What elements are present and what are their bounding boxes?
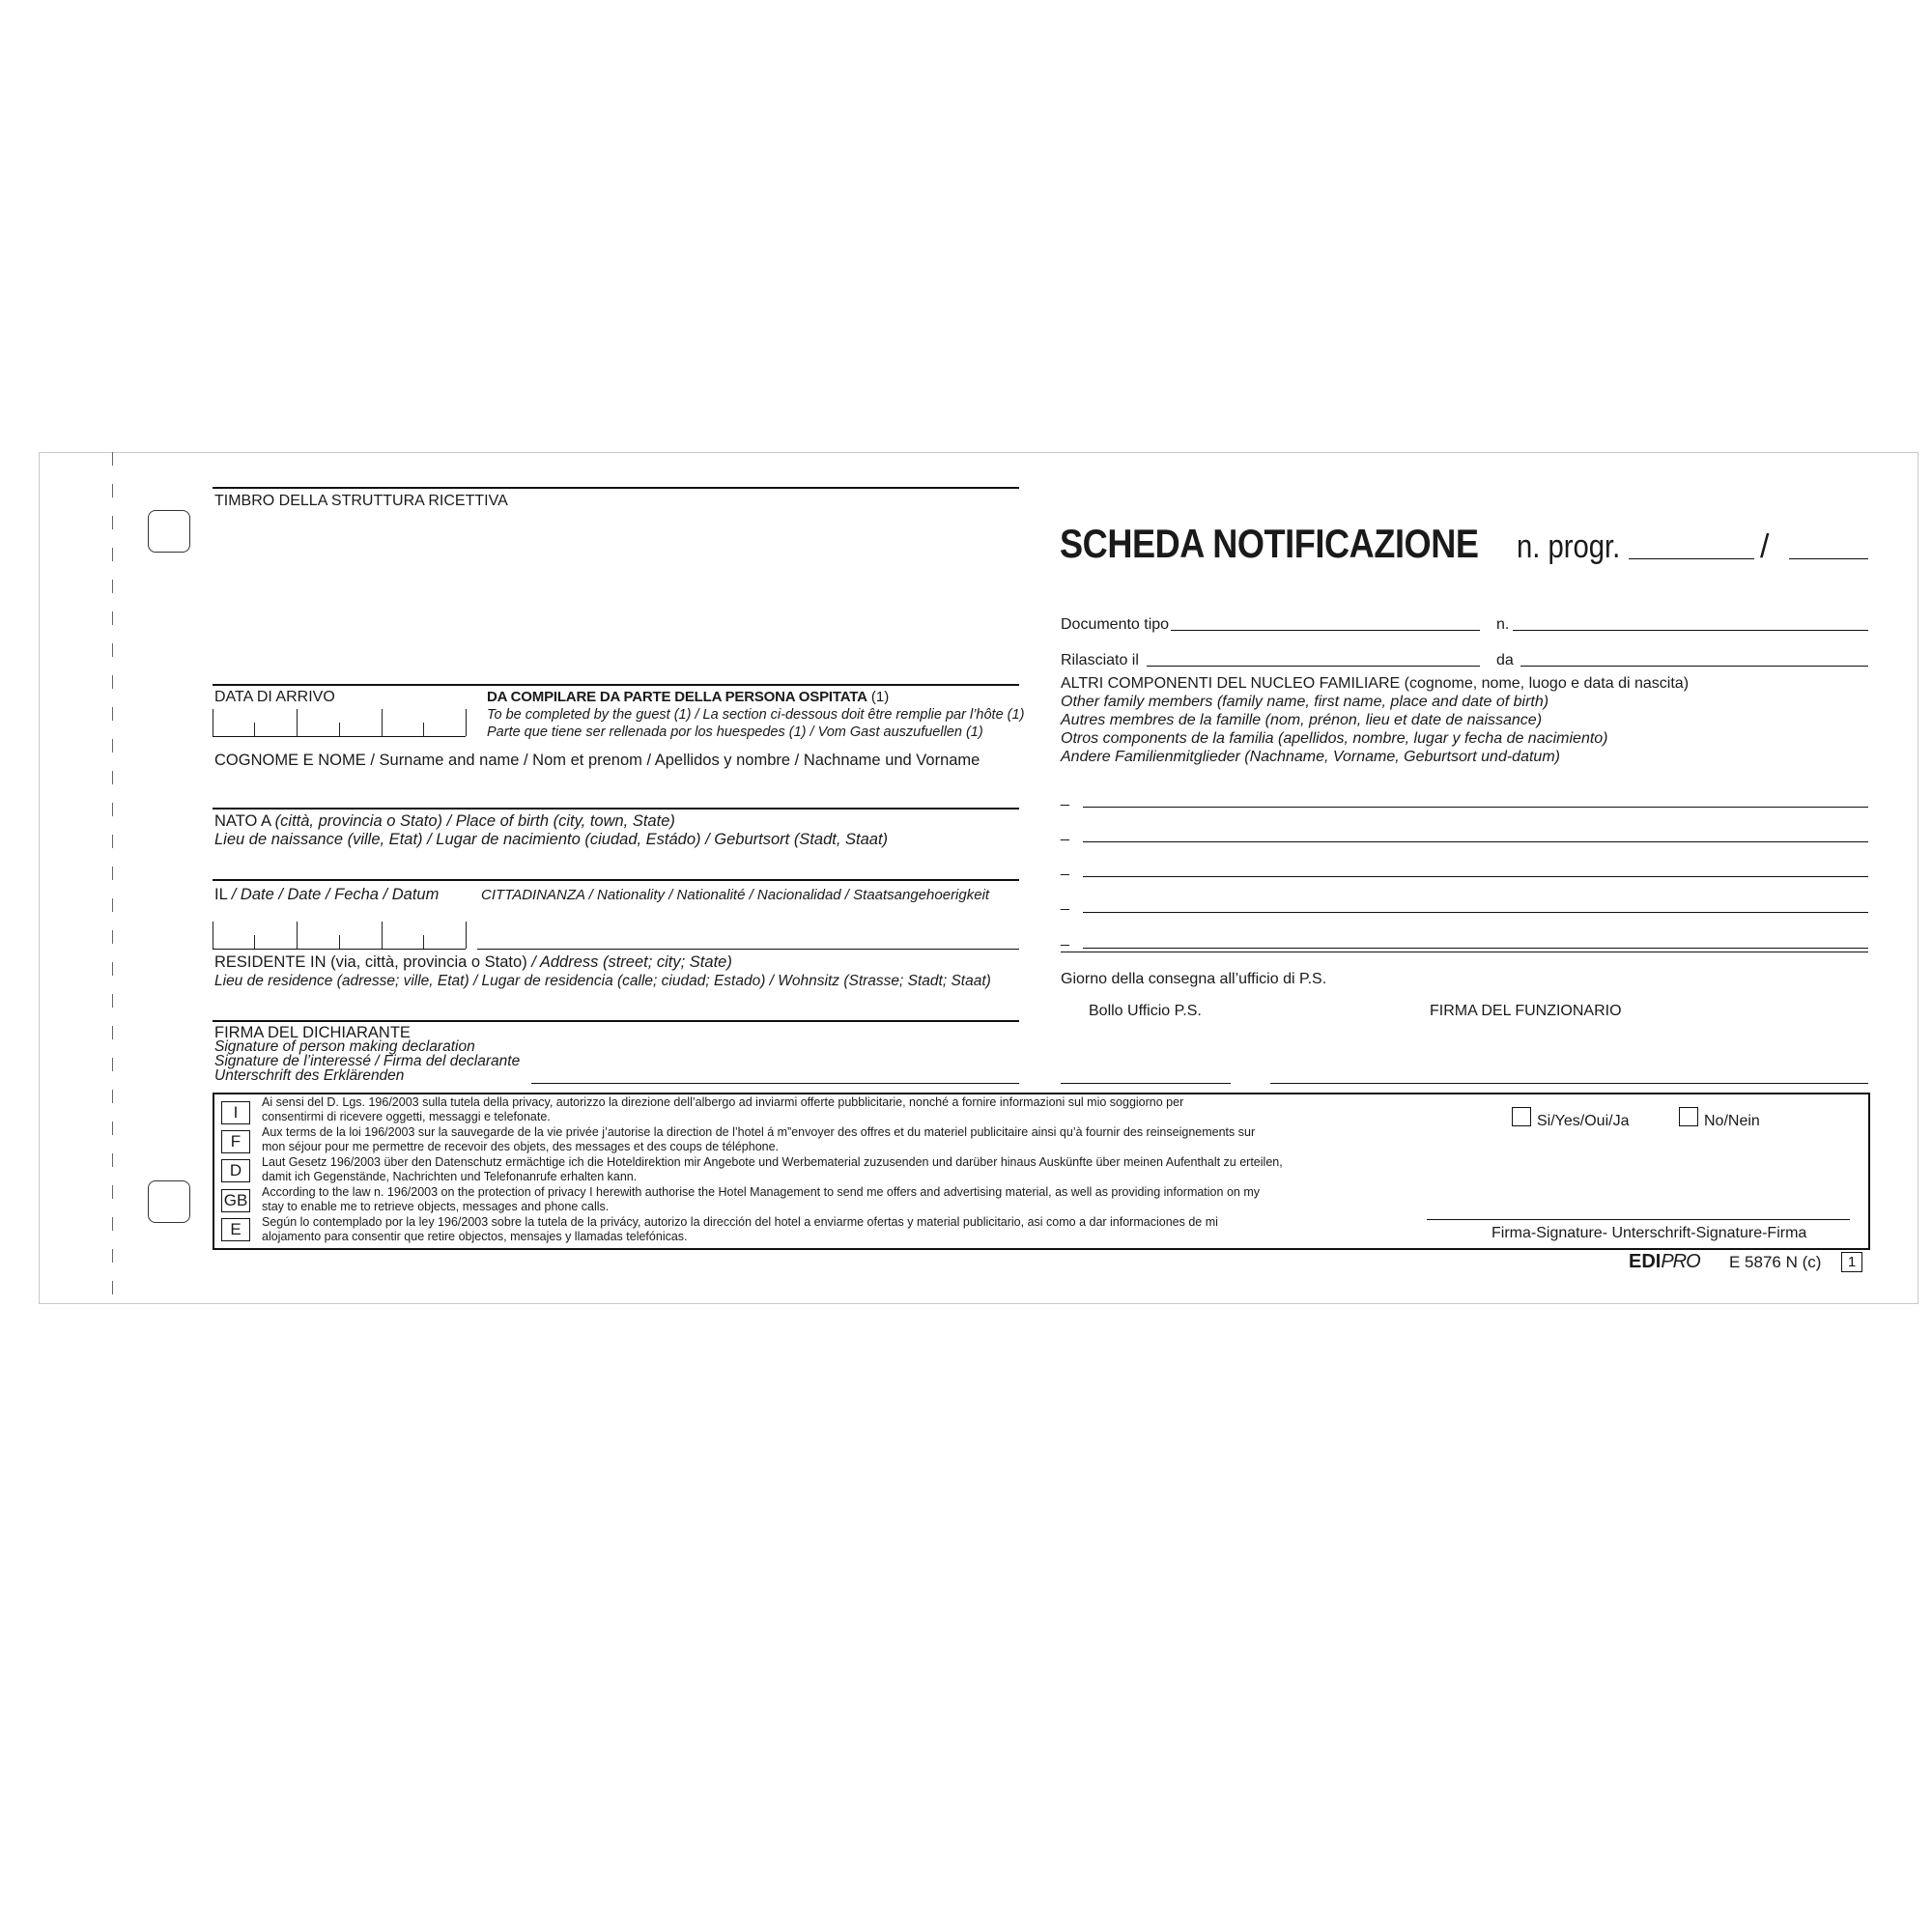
form-code: E 5876 N (c) [1729, 1253, 1822, 1271]
privacy-text-es-2: alojamento para consentir que retire objectos, mensajes y llamadas telefónicas. [262, 1230, 688, 1243]
consent-no-label: No/Nein [1704, 1113, 1760, 1129]
privacy-text-de-1: Laut Gesetz 196/2003 über den Datenschutz ermächtige ich die Hoteldirektion mir Angebote und Werbematerial zuzusenden und darüber hinaus Auskünfte über meinen Aufenthalt zu erteilen, [262, 1155, 1283, 1169]
guest-section-header [487, 688, 889, 706]
language-label-f: F [221, 1130, 250, 1153]
language-label-gb: GB [221, 1189, 250, 1212]
document-type-field[interactable] [1171, 630, 1480, 631]
document-number-label: n. [1496, 616, 1510, 633]
progressive-number-label: n. progr. [1517, 528, 1621, 565]
delivery-date-label: Giorno della consegna all’ufficio di P.S. [1061, 971, 1327, 987]
stamp-top-rule [213, 487, 1019, 489]
nationality-field[interactable] [477, 949, 1019, 950]
residence-label-b: / Address (street; city; State) [531, 953, 732, 971]
privacy-text-en-2: stay to enable me to retrieve objects, messages and phone calls. [262, 1200, 610, 1213]
copy-number-badge: 1 [1841, 1252, 1862, 1272]
residence-label [214, 953, 732, 972]
family-row-marker: _ [1061, 895, 1069, 911]
family-row-marker: _ [1061, 790, 1069, 807]
family-member-field[interactable] [1083, 841, 1868, 842]
family-members-label: ALTRI COMPONENTI DEL NUCLEO FAMILIARE (cognome, nome, luogo e data di nascita) [1061, 675, 1690, 692]
signature-field[interactable] [531, 1083, 1019, 1084]
name-field[interactable] [213, 808, 1019, 810]
binder-hole-top [148, 510, 190, 553]
consent-signature-label: Firma-Signature- Unterschrift-Signature-Firma [1492, 1225, 1807, 1241]
consent-signature-field[interactable] [1427, 1219, 1850, 1220]
birth-field[interactable] [213, 879, 1019, 881]
birth-label-a: NATO A [214, 812, 275, 830]
guest-header-line-2: To be completed by the guest (1) / La section ci-dessous doit être remplie par l’hôte (1) [487, 707, 1025, 723]
document-number-field[interactable] [1513, 630, 1868, 631]
language-label-i: I [221, 1101, 250, 1124]
signature-label-fr-es: Signature de l’interessé / Firma del declarante [214, 1053, 521, 1069]
issued-on-label: Rilasciato il [1061, 652, 1139, 668]
signature-label-de: Unterschrift des Erklärenden [214, 1067, 405, 1084]
birth-date-label-a: IL [214, 886, 232, 903]
nationality-label [481, 886, 989, 904]
edipro-logo [1629, 1250, 1700, 1273]
privacy-text-de-2: damit ich Gegenstände, Nachrichten und Telefonanrufe erhalten kann. [262, 1170, 638, 1183]
official-signature-field[interactable] [1270, 1083, 1868, 1084]
privacy-text-it-2: consentirmi di ricevere oggetti, messaggi e telefonate. [262, 1110, 551, 1123]
progressive-number-field[interactable] [1629, 558, 1754, 559]
issued-by-label: da [1496, 652, 1514, 668]
residence-label-a: RESIDENTE IN (via, città, provincia o Stato) [214, 953, 532, 971]
birth-label-b: (città, provincia o Stato) / Place of birth (city, town, State) [274, 812, 675, 830]
progressive-year-field[interactable] [1789, 558, 1868, 559]
family-members-en: Other family members (family name, first name, place and date of birth) [1061, 694, 1549, 710]
edipro-logo-edi: EDI [1629, 1251, 1662, 1272]
privacy-text-it-1: Ai sensi del D. Lgs. 196/2003 sulla tutela della privacy, autorizzo la direzione dell’albergo ad inviarmi offerte pubblicitarie, nonché a fornire informazioni sul mio soggiorno per [262, 1095, 1184, 1109]
family-member-field[interactable] [1083, 912, 1868, 913]
language-label-d: D [221, 1159, 250, 1182]
edipro-logo-pro: PRO [1661, 1251, 1700, 1272]
family-member-field[interactable] [1083, 807, 1868, 808]
privacy-text-es-1: Según lo contemplado por la ley 196/2003 sobre la tutela de la privácy, autorizo la dirección del hotel a enviarme ofertas y material publicitario, asi como a dar informaciones de mi [262, 1215, 1218, 1229]
signature-label-en: Signature of person making declaration [214, 1038, 475, 1055]
family-member-field[interactable] [1083, 876, 1868, 877]
birth-date-label [214, 886, 439, 904]
police-stamp-field[interactable] [1061, 1083, 1231, 1084]
arrival-rule [213, 684, 1019, 686]
family-members-es: Otros components de la familia (apellidos, nombre, lugar y fecha de nacimiento) [1061, 730, 1608, 747]
residence-label-2: Lieu de residence (adresse; ville, Etat) / Lugar de residencia (calle; ciudad; Estado) / Wohnsitz (Strasse; Stadt; Staat) [214, 973, 991, 989]
guest-header-bold: DA COMPILARE DA PARTE DELLA PERSONA OSPITATA [487, 689, 867, 705]
residence-field[interactable] [213, 1020, 1019, 1022]
birth-date-label-b: / Date / Date / Fecha / Datum [231, 886, 440, 903]
language-label-e: E [221, 1218, 250, 1241]
nationality-label-b: / Nationality / Nationalité / Nacionalidad / Staatsangehoerigkeit [584, 887, 990, 903]
signature-label: FIRMA DEL DICHIARANTE [214, 1024, 411, 1041]
family-members-de: Andere Familienmitglieder (Nachname, Vorname, Geburtsort und-datum) [1061, 749, 1560, 765]
binder-hole-bottom [148, 1180, 190, 1223]
issued-on-field[interactable] [1147, 666, 1480, 667]
guest-header-note: (1) [867, 689, 890, 705]
family-row-marker: _ [1061, 930, 1069, 947]
privacy-text-fr-1: Aux terms de la loi 196/2003 sur la sauvegarde de la vie privée j’autorise la direction de l’hotel á m”envoyer des offres et du materiel publicitaire ainsi qu’à fournir des reinseignements sur [262, 1125, 1256, 1139]
privacy-text-en-1: According to the law n. 196/2003 on the protection of privacy I herewith authorise the Hotel Management to send me offers and advertising material, as well as providing information on my [262, 1185, 1260, 1199]
form-title: SCHEDA NOTIFICAZIONE [1060, 521, 1479, 566]
official-signature-label: FIRMA DEL FUNZIONARIO [1430, 1003, 1622, 1019]
consent-yes-checkbox[interactable] [1512, 1107, 1531, 1126]
police-stamp-label: Bollo Ufficio P.S. [1089, 1003, 1202, 1019]
name-label: COGNOME E NOME / Surname and name / Nom et prenom / Apellidos y nombre / Nachname und Vorname [214, 752, 980, 769]
issued-by-field[interactable] [1520, 666, 1868, 667]
birth-label [214, 812, 675, 831]
arrival-label: DATA DI ARRIVO [214, 689, 335, 705]
consent-no-checkbox[interactable] [1679, 1107, 1698, 1126]
privacy-text-fr-2: mon séjour pour me permettre de recevoir des objets, des messages et des coups de téléphone. [262, 1140, 780, 1153]
family-row-marker: _ [1061, 825, 1069, 841]
guest-header-line-3: Parte que tiene ser rellenada por los huespedes (1) / Vom Gast auszufuellen (1) [487, 724, 983, 740]
document-type-label: Documento tipo [1061, 616, 1170, 633]
progressive-number-separator: / [1760, 528, 1770, 565]
birth-label-2: Lieu de naissance (ville, Etat) / Lugar de nacimiento (ciudad, Estádo) / Geburtsort (Stadt, Staat) [214, 831, 889, 848]
family-members-fr: Autres membres de la famille (nom, prénon, lieu et date de naissance) [1061, 712, 1543, 728]
family-member-field[interactable] [1083, 948, 1868, 949]
consent-yes-label: Si/Yes/Oui/Ja [1537, 1113, 1630, 1129]
nationality-label-a: CITTADINANZA [481, 887, 585, 903]
family-row-marker: _ [1061, 860, 1069, 876]
stamp-label: TIMBRO DELLA STRUTTURA RICETTIVA [214, 493, 508, 509]
